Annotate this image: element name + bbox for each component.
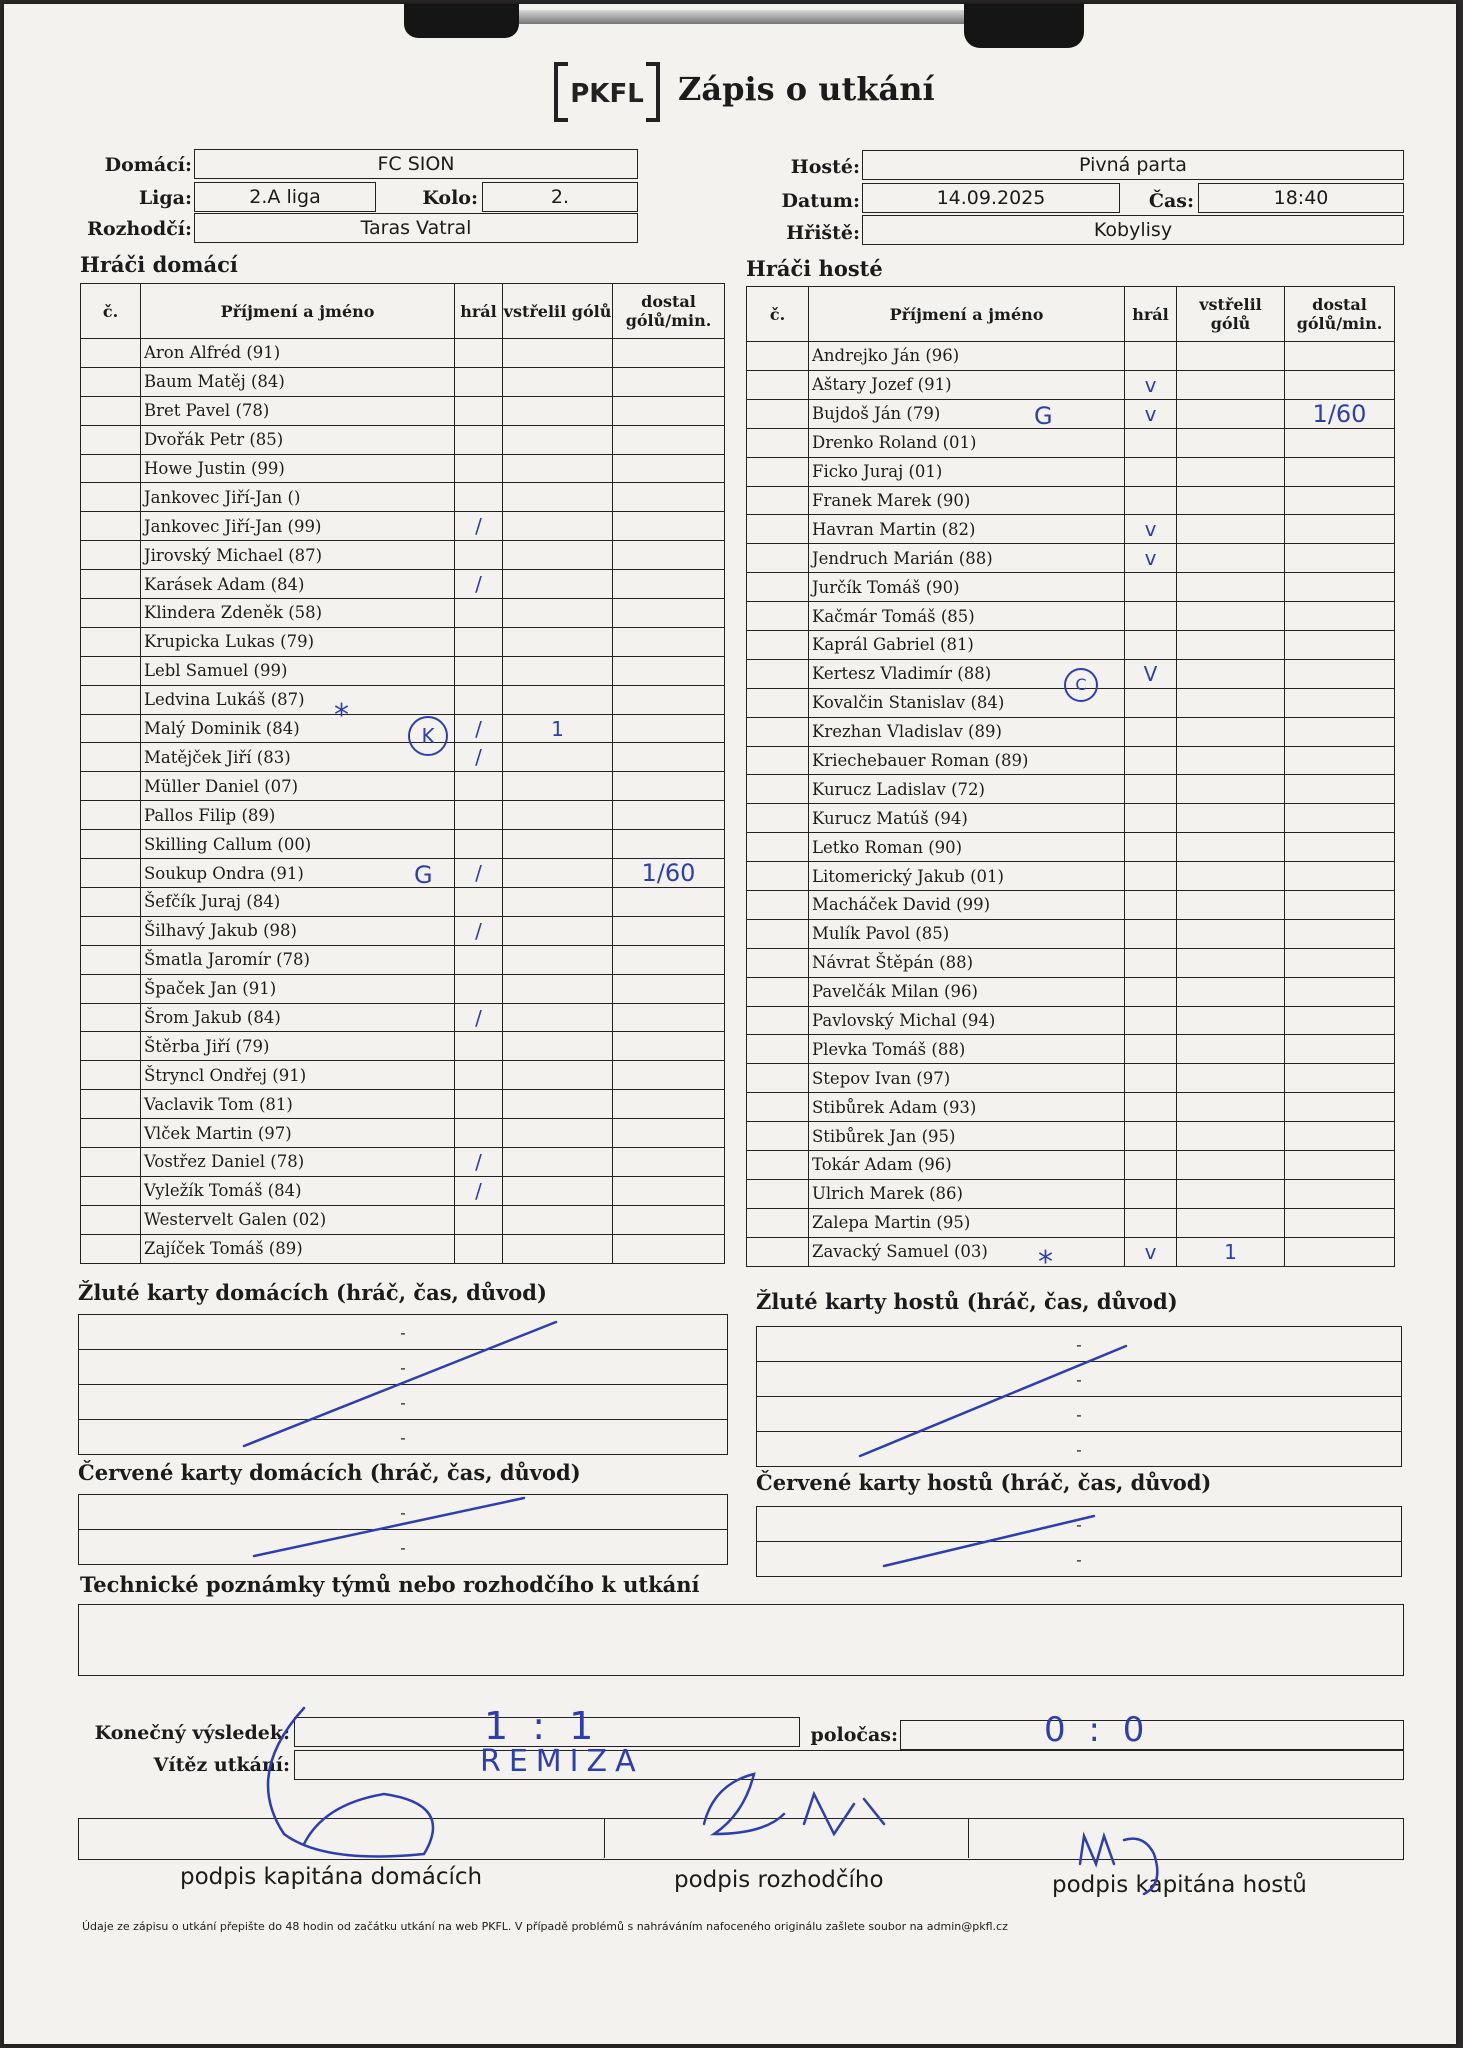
red-home-cancel-line — [254, 1498, 524, 1556]
pitch-field[interactable]: Kobylisy — [862, 215, 1404, 245]
player-name: Štryncl Ondřej (91) — [141, 1061, 455, 1090]
final-result-label: Konečný výsledek: — [94, 1722, 290, 1744]
home-captain-mark: K — [408, 716, 448, 756]
card-slot[interactable]: - — [757, 1507, 1402, 1542]
card-slot[interactable]: - — [79, 1350, 728, 1385]
player-name: Návrat Štěpán (88) — [809, 948, 1125, 977]
played-cell[interactable]: v — [1125, 1237, 1177, 1266]
card-slot[interactable]: - — [79, 1530, 728, 1565]
card-slot[interactable]: - — [79, 1315, 728, 1350]
away-goalkeeper-mark: G — [1034, 402, 1053, 430]
player-name: Stibůrek Jan (95) — [809, 1122, 1125, 1151]
time-label: Čas: — [1148, 190, 1194, 212]
scored-cell[interactable]: 1 — [1177, 1237, 1285, 1266]
player-name: Litomerický Jakub (01) — [809, 862, 1125, 891]
red-away-cancel-line — [884, 1516, 1094, 1566]
yellow-home-cancel-line — [244, 1322, 556, 1446]
player-name: Krezhan Vladislav (89) — [809, 717, 1125, 746]
player-name: Vyležík Tomáš (84) — [141, 1176, 455, 1205]
player-name: Aštary Jozef (91) — [809, 370, 1125, 399]
player-name: Pavelčák Milan (96) — [809, 977, 1125, 1006]
player-name: Jirovský Michael (87) — [141, 541, 455, 570]
card-slot[interactable]: - — [757, 1397, 1402, 1432]
home-star-mark: * — [334, 698, 349, 733]
home-team-label: Domácí: — [104, 154, 192, 176]
player-name: Zalepa Martin (95) — [809, 1208, 1125, 1237]
played-cell[interactable]: v — [1125, 399, 1177, 428]
player-name: Kertesz Vladimír (88) — [809, 659, 1125, 688]
match-sheet — [4, 4, 1456, 2044]
player-name: Müller Daniel (07) — [141, 772, 455, 801]
player-name: Zavacký Samuel (03) — [809, 1237, 1125, 1266]
player-name: Jankovec Jiří-Jan (99) — [141, 512, 455, 541]
player-name: Malý Dominik (84) — [141, 714, 455, 743]
player-name: Stepov Ivan (97) — [809, 1064, 1125, 1093]
half-time-label: poločas: — [810, 1724, 898, 1746]
player-name: Jurčík Tomáš (90) — [809, 573, 1125, 602]
away-captain-signature — [1080, 1836, 1157, 1894]
card-slot[interactable]: - — [757, 1432, 1402, 1467]
home-captain-signature — [268, 1708, 433, 1857]
svg-text:PKFL: PKFL — [570, 79, 644, 109]
player-name: Zajíček Tomáš (89) — [141, 1234, 455, 1263]
round-field[interactable]: 2. — [482, 182, 638, 212]
player-name: Šmatla Jaromír (78) — [141, 945, 455, 974]
yellow-away-heading: Žluté karty hostů (hráč, čas, důvod) — [756, 1289, 1178, 1314]
date-label: Datum: — [781, 190, 860, 212]
card-slot[interactable]: - — [79, 1495, 728, 1530]
home-captain-signature-label: podpis kapitána domácích — [180, 1864, 483, 1890]
player-name: Baum Matěj (84) — [141, 367, 455, 396]
player-name: Šrom Jakub (84) — [141, 1003, 455, 1032]
home-players-heading: Hráči domácí — [80, 252, 238, 277]
player-name: Ficko Juraj (01) — [809, 457, 1125, 486]
player-name: Bujdoš Ján (79) — [809, 399, 1125, 428]
player-name: Soukup Ondra (91) — [141, 859, 455, 888]
player-name: Howe Justin (99) — [141, 454, 455, 483]
player-name: Skilling Callum (00) — [141, 830, 455, 859]
player-name: Lebl Samuel (99) — [141, 656, 455, 685]
played-cell[interactable]: / — [455, 714, 503, 743]
round-label: Kolo: — [422, 187, 478, 209]
col-scored: vstřelil gólů — [503, 284, 613, 339]
away-team-field[interactable]: Pivná parta — [862, 150, 1404, 180]
card-slot[interactable]: - — [757, 1542, 1402, 1577]
footer-note: Údaje ze zápisu o utkání přepište do 48 hodin od začátku utkání na web PKFL. V případě problémů s nahráváním nafoceného originálu zašlete soubor na admin@pkfl.cz — [82, 1920, 1008, 1933]
played-cell[interactable]: / — [455, 1148, 503, 1177]
player-name: Plevka Tomáš (88) — [809, 1035, 1125, 1064]
away-captain-mark: C — [1064, 668, 1098, 702]
played-cell[interactable]: v — [1125, 370, 1177, 399]
player-name: Tokár Adam (96) — [809, 1151, 1125, 1180]
player-name: Mulík Pavol (85) — [809, 919, 1125, 948]
away-captain-signature-label: podpis kapitána hostů — [1052, 1872, 1307, 1898]
player-name: Kurucz Ladislav (72) — [809, 775, 1125, 804]
player-name: Štěrba Jiří (79) — [141, 1032, 455, 1061]
player-name: Jendruch Marián (88) — [809, 544, 1125, 573]
away-players-heading: Hráči hosté — [746, 256, 883, 281]
home-team-field[interactable]: FC SION — [194, 149, 638, 179]
player-name: Dvořák Petr (85) — [141, 425, 455, 454]
half-time-score: 0 : 0 — [1044, 1710, 1151, 1750]
player-name: Kovalčin Stanislav (84) — [809, 688, 1125, 717]
conceded-cell[interactable]: 1/60 — [613, 859, 725, 888]
col-played: hrál — [1125, 287, 1177, 342]
played-cell[interactable]: / — [455, 570, 503, 599]
played-cell[interactable]: / — [455, 1003, 503, 1032]
time-field[interactable]: 18:40 — [1198, 183, 1404, 213]
col-name: Příjmení a jméno — [809, 287, 1125, 342]
league-field[interactable]: 2.A liga — [194, 182, 376, 212]
player-name: Matějček Jiří (83) — [141, 743, 455, 772]
played-cell[interactable]: v — [1125, 515, 1177, 544]
col-number: č. — [81, 284, 141, 339]
player-name: Vlček Martin (97) — [141, 1119, 455, 1148]
handwriting-overlay — [4, 4, 1456, 2044]
player-name: Stibůrek Adam (93) — [809, 1093, 1125, 1122]
player-name: Jankovec Jiří-Jan () — [141, 483, 455, 512]
conceded-cell[interactable]: 1/60 — [1285, 399, 1395, 428]
referee-signature — [704, 1774, 884, 1834]
away-star-mark: * — [1038, 1245, 1053, 1280]
col-name: Příjmení a jméno — [141, 284, 455, 339]
played-cell[interactable]: / — [455, 1176, 503, 1205]
card-slot[interactable]: - — [757, 1362, 1402, 1397]
played-cell[interactable]: / — [455, 859, 503, 888]
player-name: Klindera Zdeněk (58) — [141, 599, 455, 628]
player-name: Krupicka Lukas (79) — [141, 627, 455, 656]
red-away-heading: Červené karty hostů (hráč, čas, důvod) — [756, 1470, 1212, 1495]
player-name: Karásek Adam (84) — [141, 570, 455, 599]
notes-heading: Technické poznámky týmů nebo rozhodčího k utkání — [80, 1572, 700, 1597]
player-name: Kačmár Tomáš (85) — [809, 602, 1125, 631]
winner-label: Vítěz utkání: — [153, 1754, 290, 1776]
player-name: Havran Martin (82) — [809, 515, 1125, 544]
yellow-home-heading: Žluté karty domácích (hráč, čas, důvod) — [78, 1280, 547, 1305]
referee-label: Rozhodčí: — [87, 218, 192, 240]
player-name: Andrejko Ján (96) — [809, 342, 1125, 371]
date-field[interactable]: 14.09.2025 — [862, 183, 1120, 213]
player-name: Pavlovský Michal (94) — [809, 1006, 1125, 1035]
played-cell[interactable]: / — [455, 916, 503, 945]
player-name: Franek Marek (90) — [809, 486, 1125, 515]
player-name: Macháček David (99) — [809, 891, 1125, 920]
col-scored: vstřelil gólů — [1177, 287, 1285, 342]
player-name: Ulrich Marek (86) — [809, 1179, 1125, 1208]
card-slot[interactable]: - — [79, 1420, 728, 1455]
played-cell[interactable]: / — [455, 512, 503, 541]
player-name: Vostřez Daniel (78) — [141, 1148, 455, 1177]
card-slot[interactable]: - — [79, 1385, 728, 1420]
player-name: Kaprál Gabriel (81) — [809, 631, 1125, 660]
player-name: Drenko Roland (01) — [809, 428, 1125, 457]
card-slot[interactable]: - — [757, 1327, 1402, 1362]
player-name: Bret Pavel (78) — [141, 396, 455, 425]
player-name: Špaček Jan (91) — [141, 974, 455, 1003]
document-title: Zápis o utkání — [678, 70, 935, 108]
player-name: Šefčík Juraj (84) — [141, 888, 455, 917]
player-name: Westervelt Galen (02) — [141, 1205, 455, 1234]
played-cell[interactable]: V — [1125, 659, 1177, 688]
player-name: Ledvina Lukáš (87) — [141, 685, 455, 714]
player-name: Kriechebauer Roman (89) — [809, 746, 1125, 775]
winner-value: REMIZA — [480, 1744, 644, 1779]
away-team-label: Hosté: — [790, 156, 860, 178]
pitch-label: Hřiště: — [786, 222, 860, 244]
yellow-away-cancel-line — [860, 1346, 1126, 1456]
col-conceded: dostal gólů/min. — [1285, 287, 1395, 342]
scored-cell[interactable]: 1 — [503, 714, 613, 743]
referee-field[interactable]: Taras Vatral — [194, 213, 638, 243]
final-score: 1 : 1 — [484, 1704, 600, 1748]
col-number: č. — [747, 287, 809, 342]
player-name: Šilhavý Jakub (98) — [141, 916, 455, 945]
red-home-heading: Červené karty domácích (hráč, čas, důvod) — [78, 1460, 581, 1485]
player-name: Aron Alfréd (91) — [141, 339, 455, 368]
player-name: Letko Roman (90) — [809, 833, 1125, 862]
col-conceded: dostal gólů/min. — [613, 284, 725, 339]
home-goalkeeper-mark: G — [414, 861, 433, 889]
referee-signature-label: podpis rozhodčího — [674, 1867, 884, 1893]
player-name: Kurucz Matúš (94) — [809, 804, 1125, 833]
player-name: Pallos Filip (89) — [141, 801, 455, 830]
played-cell[interactable]: v — [1125, 544, 1177, 573]
player-name: Vaclavik Tom (81) — [141, 1090, 455, 1119]
played-cell[interactable]: / — [455, 743, 503, 772]
col-played: hrál — [455, 284, 503, 339]
league-label: Liga: — [138, 187, 192, 209]
